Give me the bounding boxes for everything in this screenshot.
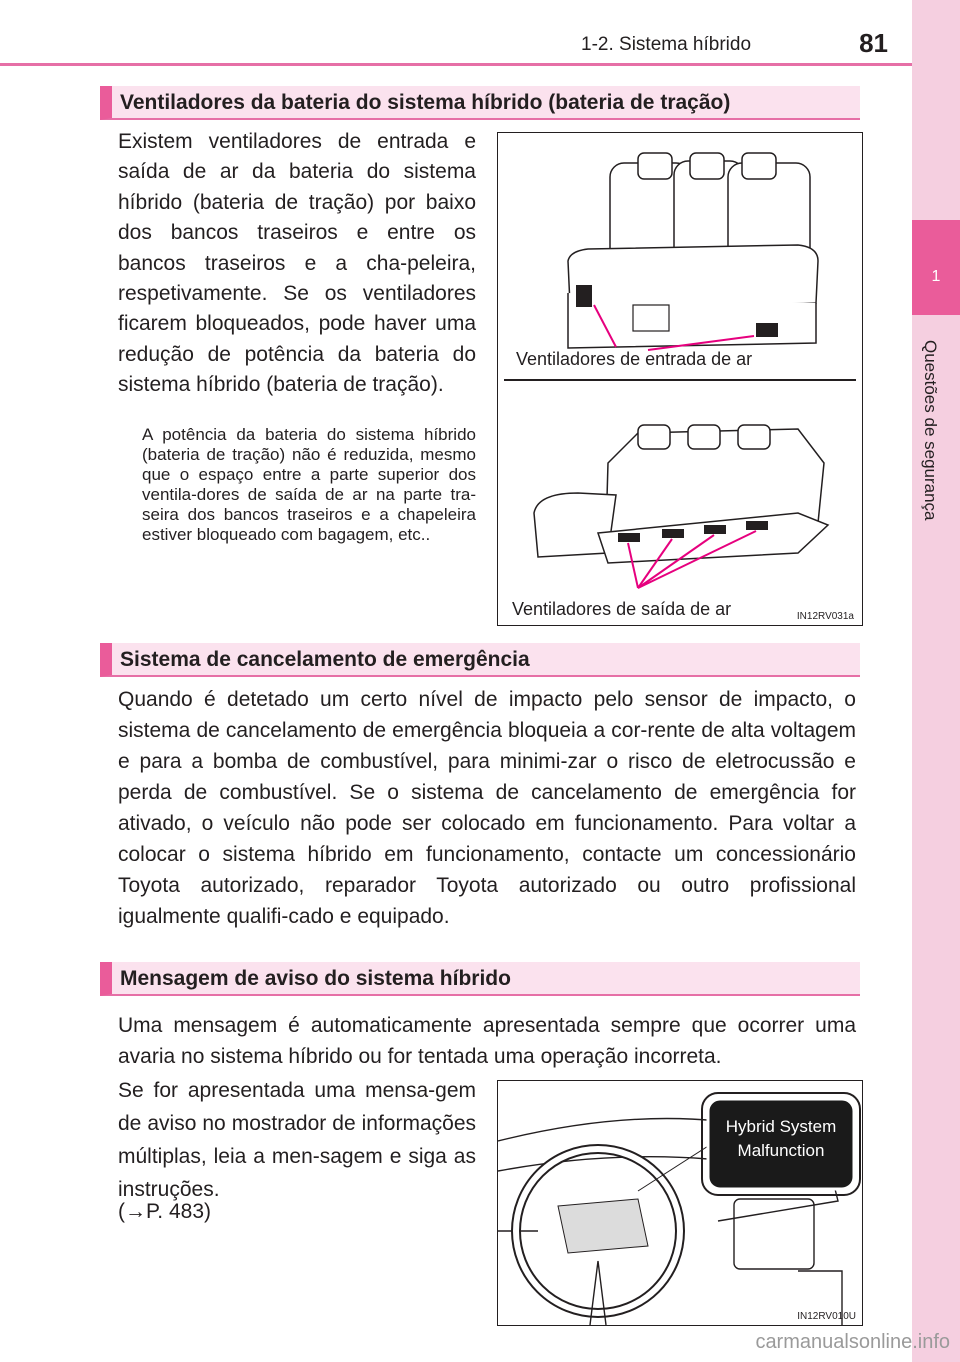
figure-code: IN12RV010U	[797, 1311, 856, 1322]
rear-seat-illustration	[498, 133, 862, 625]
page-number: 81	[859, 28, 888, 58]
battery-fans-paragraph: Existem ventiladores de entrada e saída de ar da bateria do sistema híbrido (bateria de tração) por baixo dos bancos traseiros e entre os bancos traseiros e a cha-peleira, respetivamente. Se os ventiladores ficarem bloqueados, pode haver uma redução de potência da bateria do sistema híbrido (bateria de tração).	[118, 130, 476, 397]
figure-code: IN12RV031a	[796, 611, 854, 622]
chapter-title: 1-2. Sistema híbrido	[581, 34, 752, 55]
section-heading-warning-message	[100, 962, 860, 996]
warning-message-paragraph: Uma mensagem é automaticamente apresentada sempre que ocorrer uma avaria no sistema híbrido ou for tentada uma operação incorreta.	[118, 1014, 856, 1068]
battery-fans-note: A potência da bateria do sistema híbrido (bateria de tração) não é reduzida, mesmo que o espaço entre a parte superior dos ventila-dores de saída de ar na parte tra-seira dos bancos traseiros e a chapeleira estiver bloqueado com bagagem, etc..	[142, 425, 476, 544]
side-tab-number: 1	[931, 268, 941, 285]
section-heading-battery-fans	[100, 86, 860, 120]
warning-message-instruction: Se for apresentada uma mensa-gem de aviso no mostrador de informações múltiplas, leia a men-sagem e siga as instruções.	[118, 1079, 476, 1201]
caption-outlet-fans: Ventiladores de saída de ar	[512, 599, 732, 619]
section-heading-text: Sistema de cancelamento de emergência	[120, 648, 530, 671]
section-heading-text: Ventiladores da bateria do sistema híbrido (bateria de tração)	[120, 91, 731, 114]
side-tab-label: Questões de segurança	[921, 340, 940, 521]
message-line-2: Malfunction	[737, 1141, 825, 1160]
caption-intake-fans: Ventiladores de entrada de ar	[516, 349, 753, 369]
section-heading-emergency-shutoff	[100, 643, 860, 677]
page-reference: (→P. 483)	[118, 1200, 211, 1223]
emergency-shutoff-paragraph: Quando é detetado um certo nível de impacto pelo sensor de impacto, o sistema de cancelamento de emergência bloqueia a cor-rente de alta voltagem e para a bomba de combustível, para minimi-zar o risco de eletrocussão e perda de combustível. Se o sistema de cancelamento de emergência for ativado, o veículo não pode ser colocado em funcionamento. Para voltar a colocar o sistema híbrido em funcionamento, contacte um concessionário Toyota autorizado, reparador Toyota autorizado ou outro profissional igualmente qualifi-cado e equipado.	[118, 688, 856, 928]
watermark: carmanualsonline.info	[755, 1331, 950, 1353]
header-divider	[0, 63, 912, 66]
hybrid-malfunction-message	[710, 1115, 852, 1163]
message-line-1: Hybrid System	[725, 1117, 837, 1136]
side-tab	[912, 0, 960, 1362]
section-heading-text: Mensagem de aviso do sistema híbrido	[120, 967, 511, 990]
figure-dashboard-message	[497, 1080, 863, 1326]
figure-rear-seat-fans	[497, 132, 863, 626]
